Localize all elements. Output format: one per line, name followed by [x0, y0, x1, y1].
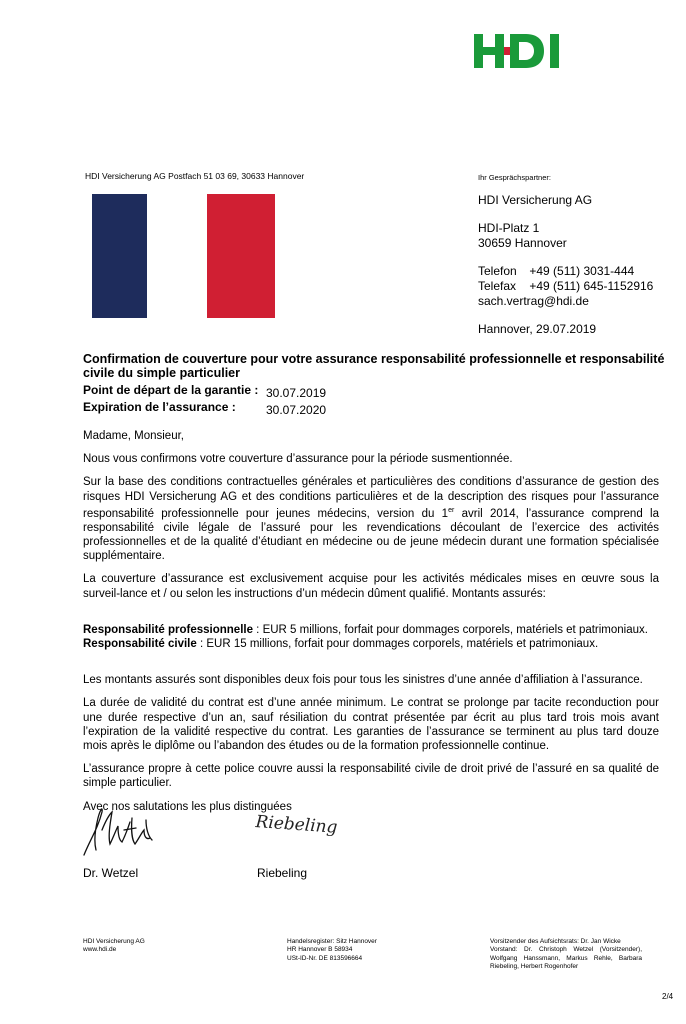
- start-date-value: 30.07.2019: [266, 386, 327, 400]
- signature-riebeling: Riebeling: [254, 812, 339, 838]
- paragraph-conditions: Sur la base des conditions contractuelles générales et particulières des conditions d’assurance de gestion des risques HDI Versicherung AG et des conditions particulières et de la description des risques pour l’assurance responsabilité professionnelle pour jeunes médecins, version du 1er avril 2014, l’assurance comprend la responsabilité civile légale de l’assuré pour les revendications découlant de l’exercice des activités professionnelles et de la qualité d’étudiant en médecine ou de jeune médecin durant une formation spécialisée supplémentaire.: [83, 476, 659, 563]
- document-title: Confirmation de couverture pour votre assurance responsabilité professionnelle et responsabilité civile du simple particulier: [83, 352, 665, 380]
- signatory-name-2: Riebeling: [257, 866, 308, 880]
- contact-company: HDI Versicherung AG: [478, 193, 593, 207]
- flag-blue-stripe: [92, 194, 147, 318]
- signature-wetzel: [80, 800, 165, 860]
- paragraph-confirmation: Nous vous confirmons votre couverture d’assurance pour la période susmentionnée.: [83, 453, 513, 466]
- contact-fax: Telefax +49 (511) 645-1152916: [478, 279, 654, 293]
- sender-address: HDI Versicherung AG Postfach 51 03 69, 30633 Hannover: [85, 171, 305, 181]
- flag-red-stripe: [207, 194, 275, 318]
- hdi-logo-icon: [474, 34, 562, 68]
- amount-professional: Responsabilité professionnelle : EUR 5 millions, forfait pour dommages corporels, matériels et patrimoniaux.: [83, 623, 648, 636]
- paragraph-scope: La couverture d’assurance est exclusivement acquise pour les activités médicales mises en œuvre sous la surveil-lance et / ou selon les instructions d’un médecin dûment qualifié. Montants assurés:: [83, 573, 659, 600]
- coverage-dates: [83, 384, 326, 417]
- contact-email[interactable]: sach.vertrag@hdi.de: [478, 294, 589, 308]
- paragraph-amounts: Les montants assurés sont disponibles deux fois pour tous les sinistres d’une année d’affiliation à l’assurance.: [83, 674, 643, 687]
- paragraph-private-liability: L’assurance propre à cette police couvre aussi la responsabilité civile de droit privé de l’assuré en sa qualité de simple particulier.: [83, 763, 659, 790]
- amount-civil: Responsabilité civile : EUR 15 millions, forfait pour dommages corporels, matériels et patrimoniaux.: [83, 638, 599, 651]
- page-number: 2/4: [662, 992, 674, 1001]
- start-date-label: Point de départ de la garantie :: [83, 383, 259, 397]
- end-date-value: 30.07.2020: [266, 402, 327, 417]
- footer-right: Vorsitzender des Aufsichtsrats: Dr. Jan Wicke Vorstand: Dr. Christoph Wetzel (Vorsitzender), Wolfgang Hanssmann, Markus Rehle, Barbara Riebeling, Herbert Rogenhofer: [490, 938, 642, 970]
- salutation: Madame, Monsieur,: [83, 430, 184, 442]
- signatory-name-1: Dr. Wetzel: [83, 866, 139, 880]
- letter-body: [83, 429, 659, 814]
- footer-middle: Handelsregister: Sitz Hannover HR Hannover B 58934 USt-ID-Nr. DE 813596664: [287, 938, 377, 962]
- contact-block: [478, 170, 678, 337]
- contact-label: Ihr Gesprächspartner:: [478, 173, 551, 182]
- contact-city: 30659 Hannover: [478, 236, 567, 250]
- footer-left: HDI Versicherung AG www.hdi.de: [83, 938, 233, 955]
- letter-date: Hannover, 29.07.2019: [478, 322, 597, 336]
- contact-street: HDI-Platz 1: [478, 221, 540, 235]
- end-date-label: Expiration de l’assurance :: [83, 399, 236, 414]
- contact-phone: Telefon +49 (511) 3031-444: [478, 264, 635, 278]
- footer-website-link[interactable]: www.hdi.de: [83, 946, 117, 954]
- paragraph-duration: La durée de validité du contrat est d’une année minimum. Le contrat se prolonge par tacite reconduction pour une durée respective d’un an, sauf résiliation du contrat présentée par écrit au plus tard trois mois avant l’expiration de la validité respective du contrat. Les garanties de l’assurance se terminent au plus tard douze mois après le diplôme ou l’abandon des études ou de la formation professionnelle continue.: [83, 697, 659, 753]
- closing: Avec nos salutations les plus distinguées: [83, 800, 292, 813]
